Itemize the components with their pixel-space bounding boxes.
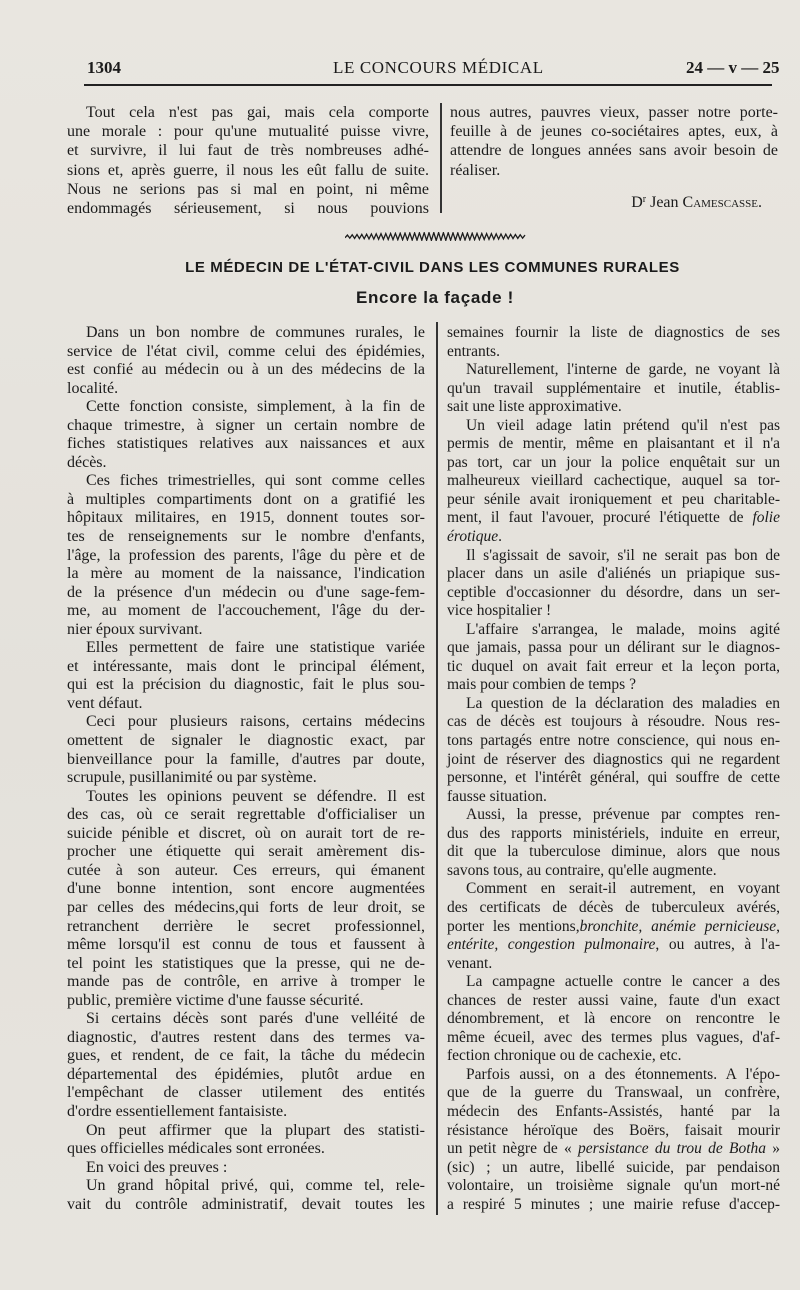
paragraph [450, 103, 778, 180]
article-left-column [67, 324, 425, 1214]
paragraph [447, 547, 780, 621]
text-line: vice hospitalier ! [447, 602, 552, 620]
text-line: par celles des médecins,qui forts de leur droit, se [67, 898, 425, 916]
text-line: diagnostic, d'autres restent dans des termes va- [67, 1028, 425, 1046]
signature-title: D [631, 194, 643, 211]
text-line: Nous ne serions pas si mal en point, ni même [67, 180, 429, 198]
journal-title: LE CONCOURS MÉDICAL [333, 58, 544, 77]
text-line: d'ordre essentiellement fantaisiste. [67, 1102, 288, 1120]
text-line: Parfois aussi, on a des étonnements. A l'épo- [466, 1065, 780, 1083]
text-line: chaque trimestre, à signer un certain nombre de [67, 416, 425, 434]
text-line: chances de rester aussi vaine, faute d'un exact [447, 991, 780, 1009]
italic-text: persistance du trou de Botha [578, 1140, 767, 1158]
text-line: entrants. [447, 342, 500, 360]
paragraph [447, 417, 780, 547]
text-line: On peut affirmer que la plupart des statisti- [86, 1121, 425, 1139]
text-run: » [766, 1140, 781, 1158]
text-line: cas de décès est toujours à résoudre. Nous res- [447, 713, 780, 731]
text-line: mais pour combien de temps ? [447, 676, 636, 694]
previous-article-left-column [67, 103, 429, 218]
paragraph [447, 361, 780, 417]
text-line: l'empêchant de classer utilement des entités [67, 1084, 425, 1102]
paragraph [67, 1122, 425, 1159]
text-line: Tout cela n'est pas gai, mais cela comporte [86, 104, 429, 121]
italic-text: entérite, congestion pulmonaire [447, 936, 656, 954]
paragraph [447, 324, 780, 361]
text-line: service de l'état civil, comme celui des épidémies, [67, 342, 425, 360]
text-line: dit que la tuberculose diminue, alors que nous [447, 843, 780, 861]
text-line [447, 1140, 780, 1159]
article-title: LE MÉDECIN DE L'ÉTAT-CIVIL DANS LES COMMUNES RURALES [185, 259, 680, 276]
paragraph [67, 472, 425, 639]
text-line: Naturellement, l'interne de garde, ne voyant là [466, 361, 780, 379]
signature-title-sup: r [642, 194, 647, 205]
previous-article-right-column [450, 103, 778, 180]
text-line: dus des rapports ministériels, induite en erreur, [447, 824, 780, 842]
text-line: qui est la précision du diagnostic, fait le plus sou- [67, 676, 425, 694]
text-line: mande pas de contrôle, en arrive à tromper le [67, 973, 425, 991]
text-line: Ces fiches trimestrielles, qui sont comme celles [86, 472, 425, 490]
text-line [447, 918, 780, 937]
text-line: hôpitaux militaires, en 1915, donnent toutes sor- [67, 509, 425, 527]
text-line: tic duquel on avait fait erreur et la leçon porta, [447, 657, 780, 675]
signature-surname: Camescasse. [682, 194, 762, 211]
text-line: a respiré 5 minutes ; une mairie refuse d'accep- [447, 1195, 780, 1213]
text-line: Cette fonction consiste, simplement, à la fin de [86, 398, 425, 416]
text-line: décès. [67, 453, 107, 471]
text-line: et intéressante, mais dont le principal élément, [67, 657, 425, 675]
text-line: des cas, où ce serait regrettable d'officialiser un [67, 806, 425, 824]
text-line: scrupule, pusillanimité ou par système. [67, 769, 317, 787]
italic-text: bronchite, anémie pernicieuse [579, 917, 777, 935]
text-line: tons partagés entre notre conscience, qui nous en- [447, 732, 780, 750]
text-line: départemental des épidémies, plutôt ardue en [67, 1065, 425, 1083]
text-line: dénombrement, et là encore on rencontre le [447, 1010, 780, 1028]
text-line: tes de renseignements sur le nombre d'enfants, [67, 528, 425, 546]
text-line: fection chronique ou de cachexie, etc. [447, 1047, 682, 1065]
paragraph [447, 806, 780, 880]
text-line: nous autres, pauvres vieux, passer notre porte- [450, 104, 778, 121]
text-line: à multiples compartiments dont on a gratifié les [67, 490, 425, 508]
text-line: vent défaut. [67, 694, 143, 712]
text-line: Aussi, la presse, prévenue par comptes ren- [466, 806, 780, 824]
text-line: endommagés sérieusement, si nous pouvions [67, 200, 429, 218]
text-line: et survivre, il lui faut de très nombreuses adhé- [67, 142, 429, 160]
text-line: fiches statistiques relatives aux naissances et aux [67, 435, 425, 453]
issue-date: 24 — v — 25 [686, 58, 780, 77]
paragraph [67, 398, 425, 472]
text-line: personne, et l'intérêt général, qui souffre de cette [447, 769, 780, 787]
text-line: Si certains décès sont parés d'une velléité de [86, 1010, 425, 1028]
text-line: me, au moment de l'accouchement, l'âge du der- [67, 602, 425, 620]
text-line: permis de mentir, même en plaisantant et il n'a [447, 435, 780, 453]
text-line: même lorsqu'il est connu de tous et faussent à [67, 936, 425, 954]
paragraph [67, 103, 429, 218]
text-line: attendre de longues années sans avoir besoin de [450, 142, 778, 160]
text-line: omettent de signaler le diagnostic exact, par [67, 732, 425, 750]
ornament-zigzag [345, 233, 525, 241]
column-divider [436, 322, 438, 1215]
paragraph [447, 1066, 780, 1214]
text-line: La campagne actuelle contre le cancer a des [466, 973, 780, 991]
decorative-ornament-rule [345, 232, 527, 241]
text-line: malheureux vieillard cachectique, auquel sa tor- [447, 472, 780, 490]
text-line: savons tous, au contraire, qu'elle augmente. [447, 861, 717, 879]
text-line: ceptible d'occasionner du désordre, dans un ser- [447, 583, 780, 601]
text-line: la mère au moment de la naissance, l'indication [67, 565, 425, 583]
page-number: 1304 [87, 58, 121, 77]
text-run: . [498, 528, 502, 546]
text-line: feuille à de jeunes co-sociétaires aptes, eux, à [450, 123, 778, 141]
paragraph [447, 880, 780, 973]
text-line [447, 509, 780, 528]
italic-text: érotique [447, 528, 499, 546]
text-line [447, 528, 780, 547]
text-run: ment, il faut l'avouer, procuré l'étiquette de [447, 509, 753, 527]
paragraph [447, 973, 780, 1066]
text-line: La question de la déclaration des maladies en [466, 694, 780, 712]
text-run: un petit nègre de « [447, 1140, 579, 1158]
signature-first-name: Jean [650, 194, 679, 211]
text-line: que de la guerre du Transwaal, un confrère, [447, 1084, 780, 1102]
column-divider [440, 103, 442, 213]
paragraph [67, 713, 425, 787]
paragraph [67, 324, 425, 398]
text-line [447, 936, 780, 955]
text-line: l'âge, la profession des parents, l'âge du père et de [67, 546, 425, 564]
text-run: , [776, 917, 780, 935]
text-line: gues, et rendent, de ce fait, la tâche du médecin [67, 1047, 425, 1065]
text-line: (sic) ; un autre, libellé suicide, par pendaison [447, 1158, 780, 1176]
text-run: , ou autres, à l'a- [655, 936, 781, 954]
text-line: même écueil, avec des termes plus vagues, d'af- [447, 1028, 780, 1046]
text-line: une morale : pour qu'une mutualité puisse vivre, [67, 123, 429, 141]
text-line: d'une bonne intention, sont encore augmentées [67, 880, 425, 898]
paragraph [67, 1177, 425, 1214]
text-line: peur sénile avait ironiquement et peu charitable- [447, 490, 780, 508]
text-line: procher une étiquette qui serait amèrement dis- [67, 843, 425, 861]
text-line: Dans un bon nombre de communes rurales, le [86, 324, 425, 341]
text-line: nier époux survivant. [67, 620, 203, 638]
text-line: placer dans un asile d'aliénés un priapique sus- [447, 565, 780, 583]
text-line: que jamais, passa pour un délirant sur le diagnos- [447, 639, 780, 657]
text-line: pas tort, car un jour la police enquêtait sur un [447, 453, 780, 471]
text-line: de la présence d'un médecin ou d'une sage-fem- [67, 583, 425, 601]
text-line: public, première victime d'une fausse sécurité. [67, 991, 364, 1009]
text-line: sait une liste approximative. [447, 398, 622, 416]
text-line: fausse situation. [447, 787, 547, 805]
text-line: Toutes les opinions peuvent se défendre. Il est [86, 787, 425, 805]
text-line: suicide pénible et discret, où on aurait tort de re- [67, 824, 425, 842]
paragraph [67, 1159, 425, 1178]
text-line: sions et, après guerre, il nous les eût fallu de suite. [67, 161, 429, 179]
text-line: venant. [447, 954, 493, 972]
text-line: joint de réserver des diagnostics qui ne regardent [447, 750, 780, 768]
text-line: volontaire, un troisième signale qu'un mort-né [447, 1177, 780, 1195]
text-line: Elles permettent de faire une statistique variée [86, 639, 425, 657]
text-line: retranchent derrière le secret professionnel, [67, 917, 425, 935]
text-line: ques officielles médicales sont erronées. [67, 1140, 325, 1158]
text-line: qu'un travail supplémentaire et inutile, établis- [447, 379, 780, 397]
text-run: porter les mentions, [447, 917, 580, 935]
text-line: tel point les statistiques que la presse, qui ne de- [67, 954, 425, 972]
text-line: médecin des Enfants-Assistés, hanté par la [447, 1102, 780, 1120]
text-line: cutée à son auteur. Ces erreurs, qui émanent [67, 861, 425, 879]
author-signature [450, 190, 762, 213]
paragraph [447, 695, 780, 806]
text-line: est confié au médecin ou à un des médecins de la [67, 361, 425, 379]
text-line: vait du contrôle administratif, devait toutes les [67, 1195, 425, 1213]
paragraph [67, 1010, 425, 1121]
text-line: Ceci pour plusieurs raisons, certains médecins [86, 713, 425, 731]
italic-text: folie [752, 509, 780, 527]
header-rule [84, 84, 772, 86]
text-line: résistance héroïque des Boërs, faisait mourir [447, 1121, 780, 1139]
article-right-column [447, 324, 780, 1214]
paragraph [67, 639, 425, 713]
text-line: Un vieil adage latin prétend qu'il n'est pas [466, 416, 780, 434]
text-line: semaines fournir la liste de diagnostics de ses [447, 324, 780, 341]
text-line: des certificats de décès de tuberculeux avérés, [447, 898, 780, 916]
text-line: Il s'agissait de savoir, s'il ne serait pas bon de [466, 546, 780, 564]
text-line: localité. [67, 379, 119, 397]
text-line: Comment en serait-il autrement, en voyant [466, 880, 780, 898]
text-line: bienveillance pour la famille, d'autres par doute, [67, 750, 425, 768]
text-line: L'affaire s'arrangea, le malade, moins agité [466, 620, 780, 638]
text-line: Un grand hôpital privé, qui, comme tel, rele- [86, 1177, 425, 1195]
paragraph [67, 788, 425, 1011]
text-line: réaliser. [450, 161, 501, 179]
text-line: En voici des preuves : [86, 1158, 228, 1176]
paragraph [447, 621, 780, 695]
article-subtitle: Encore la façade ! [355, 288, 515, 307]
